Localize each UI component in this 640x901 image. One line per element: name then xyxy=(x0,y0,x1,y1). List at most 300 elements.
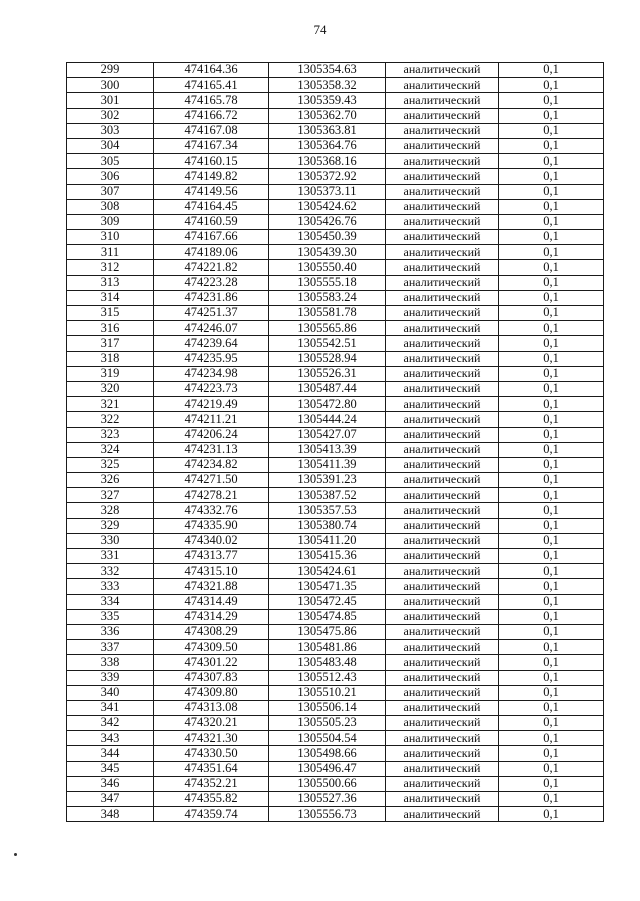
x-coordinate-cell: 474246.07 xyxy=(154,321,269,336)
method-cell: аналитический xyxy=(386,199,499,214)
y-coordinate-cell: 1305496.47 xyxy=(269,761,386,776)
accuracy-cell: 0,1 xyxy=(499,123,604,138)
method-cell: аналитический xyxy=(386,138,499,153)
method-cell: аналитический xyxy=(386,488,499,503)
point-number-cell: 320 xyxy=(67,381,154,396)
y-coordinate-cell: 1305526.31 xyxy=(269,366,386,381)
point-number-cell: 331 xyxy=(67,549,154,564)
method-cell: аналитический xyxy=(386,351,499,366)
accuracy-cell: 0,1 xyxy=(499,473,604,488)
accuracy-cell: 0,1 xyxy=(499,336,604,351)
y-coordinate-cell: 1305506.14 xyxy=(269,700,386,715)
x-coordinate-cell: 474231.13 xyxy=(154,442,269,457)
table-row xyxy=(67,807,604,822)
table-row xyxy=(67,670,604,685)
method-cell: аналитический xyxy=(386,397,499,412)
point-number-cell: 324 xyxy=(67,442,154,457)
x-coordinate-cell: 474359.74 xyxy=(154,807,269,822)
accuracy-cell: 0,1 xyxy=(499,518,604,533)
y-coordinate-cell: 1305471.35 xyxy=(269,579,386,594)
point-number-cell: 343 xyxy=(67,731,154,746)
x-coordinate-cell: 474314.49 xyxy=(154,594,269,609)
table-row xyxy=(67,488,604,503)
table-row xyxy=(67,549,604,564)
point-number-cell: 346 xyxy=(67,776,154,791)
y-coordinate-cell: 1305391.23 xyxy=(269,473,386,488)
point-number-cell: 310 xyxy=(67,230,154,245)
method-cell: аналитический xyxy=(386,184,499,199)
method-cell: аналитический xyxy=(386,290,499,305)
accuracy-cell: 0,1 xyxy=(499,260,604,275)
point-number-cell: 311 xyxy=(67,245,154,260)
x-coordinate-cell: 474167.08 xyxy=(154,123,269,138)
method-cell: аналитический xyxy=(386,169,499,184)
point-number-cell: 319 xyxy=(67,366,154,381)
point-number-cell: 301 xyxy=(67,93,154,108)
method-cell: аналитический xyxy=(386,93,499,108)
point-number-cell: 333 xyxy=(67,579,154,594)
accuracy-cell: 0,1 xyxy=(499,138,604,153)
x-coordinate-cell: 474314.29 xyxy=(154,609,269,624)
accuracy-cell: 0,1 xyxy=(499,776,604,791)
method-cell: аналитический xyxy=(386,78,499,93)
table-row xyxy=(67,306,604,321)
coordinates-table-body xyxy=(67,63,604,822)
method-cell: аналитический xyxy=(386,260,499,275)
accuracy-cell: 0,1 xyxy=(499,78,604,93)
method-cell: аналитический xyxy=(386,442,499,457)
point-number-cell: 299 xyxy=(67,63,154,78)
point-number-cell: 322 xyxy=(67,412,154,427)
table-row xyxy=(67,214,604,229)
scan-speck xyxy=(14,853,17,856)
y-coordinate-cell: 1305450.39 xyxy=(269,230,386,245)
table-row xyxy=(67,746,604,761)
x-coordinate-cell: 474189.06 xyxy=(154,245,269,260)
table-row xyxy=(67,351,604,366)
accuracy-cell: 0,1 xyxy=(499,154,604,169)
y-coordinate-cell: 1305474.85 xyxy=(269,609,386,624)
method-cell: аналитический xyxy=(386,700,499,715)
y-coordinate-cell: 1305528.94 xyxy=(269,351,386,366)
method-cell: аналитический xyxy=(386,624,499,639)
x-coordinate-cell: 474313.08 xyxy=(154,700,269,715)
accuracy-cell: 0,1 xyxy=(499,230,604,245)
y-coordinate-cell: 1305505.23 xyxy=(269,716,386,731)
table-row xyxy=(67,792,604,807)
accuracy-cell: 0,1 xyxy=(499,700,604,715)
table-row xyxy=(67,442,604,457)
table-row xyxy=(67,138,604,153)
accuracy-cell: 0,1 xyxy=(499,199,604,214)
point-number-cell: 304 xyxy=(67,138,154,153)
accuracy-cell: 0,1 xyxy=(499,442,604,457)
y-coordinate-cell: 1305380.74 xyxy=(269,518,386,533)
method-cell: аналитический xyxy=(386,457,499,472)
table-row xyxy=(67,457,604,472)
x-coordinate-cell: 474301.22 xyxy=(154,655,269,670)
point-number-cell: 336 xyxy=(67,624,154,639)
y-coordinate-cell: 1305565.86 xyxy=(269,321,386,336)
method-cell: аналитический xyxy=(386,473,499,488)
point-number-cell: 300 xyxy=(67,78,154,93)
x-coordinate-cell: 474164.45 xyxy=(154,199,269,214)
method-cell: аналитический xyxy=(386,609,499,624)
point-number-cell: 344 xyxy=(67,746,154,761)
x-coordinate-cell: 474330.50 xyxy=(154,746,269,761)
y-coordinate-cell: 1305481.86 xyxy=(269,640,386,655)
accuracy-cell: 0,1 xyxy=(499,655,604,670)
method-cell: аналитический xyxy=(386,427,499,442)
accuracy-cell: 0,1 xyxy=(499,594,604,609)
accuracy-cell: 0,1 xyxy=(499,275,604,290)
point-number-cell: 307 xyxy=(67,184,154,199)
point-number-cell: 345 xyxy=(67,761,154,776)
accuracy-cell: 0,1 xyxy=(499,108,604,123)
table-row xyxy=(67,731,604,746)
x-coordinate-cell: 474219.49 xyxy=(154,397,269,412)
x-coordinate-cell: 474211.21 xyxy=(154,412,269,427)
x-coordinate-cell: 474351.64 xyxy=(154,761,269,776)
table-row xyxy=(67,169,604,184)
accuracy-cell: 0,1 xyxy=(499,670,604,685)
y-coordinate-cell: 1305372.92 xyxy=(269,169,386,184)
table-row xyxy=(67,321,604,336)
y-coordinate-cell: 1305354.63 xyxy=(269,63,386,78)
method-cell: аналитический xyxy=(386,731,499,746)
accuracy-cell: 0,1 xyxy=(499,624,604,639)
y-coordinate-cell: 1305387.52 xyxy=(269,488,386,503)
accuracy-cell: 0,1 xyxy=(499,290,604,305)
method-cell: аналитический xyxy=(386,275,499,290)
accuracy-cell: 0,1 xyxy=(499,381,604,396)
method-cell: аналитический xyxy=(386,412,499,427)
accuracy-cell: 0,1 xyxy=(499,351,604,366)
method-cell: аналитический xyxy=(386,306,499,321)
accuracy-cell: 0,1 xyxy=(499,397,604,412)
method-cell: аналитический xyxy=(386,214,499,229)
x-coordinate-cell: 474340.02 xyxy=(154,533,269,548)
x-coordinate-cell: 474223.73 xyxy=(154,381,269,396)
x-coordinate-cell: 474320.21 xyxy=(154,716,269,731)
point-number-cell: 321 xyxy=(67,397,154,412)
accuracy-cell: 0,1 xyxy=(499,427,604,442)
y-coordinate-cell: 1305363.81 xyxy=(269,123,386,138)
point-number-cell: 330 xyxy=(67,533,154,548)
table-row xyxy=(67,199,604,214)
accuracy-cell: 0,1 xyxy=(499,761,604,776)
x-coordinate-cell: 474160.15 xyxy=(154,154,269,169)
y-coordinate-cell: 1305426.76 xyxy=(269,214,386,229)
y-coordinate-cell: 1305357.53 xyxy=(269,503,386,518)
table-row xyxy=(67,473,604,488)
table-row xyxy=(67,776,604,791)
x-coordinate-cell: 474149.82 xyxy=(154,169,269,184)
point-number-cell: 325 xyxy=(67,457,154,472)
table-row xyxy=(67,427,604,442)
point-number-cell: 305 xyxy=(67,154,154,169)
x-coordinate-cell: 474231.86 xyxy=(154,290,269,305)
x-coordinate-cell: 474352.21 xyxy=(154,776,269,791)
method-cell: аналитический xyxy=(386,245,499,260)
x-coordinate-cell: 474335.90 xyxy=(154,518,269,533)
y-coordinate-cell: 1305472.45 xyxy=(269,594,386,609)
point-number-cell: 315 xyxy=(67,306,154,321)
x-coordinate-cell: 474221.82 xyxy=(154,260,269,275)
point-number-cell: 348 xyxy=(67,807,154,822)
method-cell: аналитический xyxy=(386,761,499,776)
accuracy-cell: 0,1 xyxy=(499,807,604,822)
table-row xyxy=(67,245,604,260)
method-cell: аналитический xyxy=(386,670,499,685)
accuracy-cell: 0,1 xyxy=(499,214,604,229)
method-cell: аналитический xyxy=(386,655,499,670)
point-number-cell: 326 xyxy=(67,473,154,488)
accuracy-cell: 0,1 xyxy=(499,640,604,655)
method-cell: аналитический xyxy=(386,776,499,791)
method-cell: аналитический xyxy=(386,503,499,518)
table-row xyxy=(67,564,604,579)
x-coordinate-cell: 474206.24 xyxy=(154,427,269,442)
x-coordinate-cell: 474313.77 xyxy=(154,549,269,564)
y-coordinate-cell: 1305487.44 xyxy=(269,381,386,396)
point-number-cell: 341 xyxy=(67,700,154,715)
point-number-cell: 313 xyxy=(67,275,154,290)
point-number-cell: 312 xyxy=(67,260,154,275)
table-row xyxy=(67,63,604,78)
table-row xyxy=(67,700,604,715)
y-coordinate-cell: 1305550.40 xyxy=(269,260,386,275)
table-row xyxy=(67,123,604,138)
table-row xyxy=(67,93,604,108)
table-row xyxy=(67,594,604,609)
y-coordinate-cell: 1305583.24 xyxy=(269,290,386,305)
method-cell: аналитический xyxy=(386,640,499,655)
x-coordinate-cell: 474251.37 xyxy=(154,306,269,321)
table-row xyxy=(67,609,604,624)
method-cell: аналитический xyxy=(386,63,499,78)
x-coordinate-cell: 474308.29 xyxy=(154,624,269,639)
y-coordinate-cell: 1305411.39 xyxy=(269,457,386,472)
point-number-cell: 332 xyxy=(67,564,154,579)
x-coordinate-cell: 474165.41 xyxy=(154,78,269,93)
point-number-cell: 342 xyxy=(67,716,154,731)
point-number-cell: 323 xyxy=(67,427,154,442)
point-number-cell: 303 xyxy=(67,123,154,138)
method-cell: аналитический xyxy=(386,366,499,381)
point-number-cell: 308 xyxy=(67,199,154,214)
y-coordinate-cell: 1305413.39 xyxy=(269,442,386,457)
table-row xyxy=(67,184,604,199)
y-coordinate-cell: 1305512.43 xyxy=(269,670,386,685)
y-coordinate-cell: 1305527.36 xyxy=(269,792,386,807)
x-coordinate-cell: 474321.30 xyxy=(154,731,269,746)
accuracy-cell: 0,1 xyxy=(499,184,604,199)
method-cell: аналитический xyxy=(386,518,499,533)
y-coordinate-cell: 1305510.21 xyxy=(269,685,386,700)
point-number-cell: 327 xyxy=(67,488,154,503)
method-cell: аналитический xyxy=(386,336,499,351)
method-cell: аналитический xyxy=(386,716,499,731)
y-coordinate-cell: 1305415.36 xyxy=(269,549,386,564)
x-coordinate-cell: 474271.50 xyxy=(154,473,269,488)
x-coordinate-cell: 474167.66 xyxy=(154,230,269,245)
point-number-cell: 337 xyxy=(67,640,154,655)
method-cell: аналитический xyxy=(386,321,499,336)
table-row xyxy=(67,716,604,731)
x-coordinate-cell: 474355.82 xyxy=(154,792,269,807)
accuracy-cell: 0,1 xyxy=(499,685,604,700)
x-coordinate-cell: 474235.95 xyxy=(154,351,269,366)
x-coordinate-cell: 474160.59 xyxy=(154,214,269,229)
table-row xyxy=(67,655,604,670)
x-coordinate-cell: 474234.98 xyxy=(154,366,269,381)
y-coordinate-cell: 1305439.30 xyxy=(269,245,386,260)
table-row xyxy=(67,381,604,396)
method-cell: аналитический xyxy=(386,792,499,807)
accuracy-cell: 0,1 xyxy=(499,93,604,108)
x-coordinate-cell: 474164.36 xyxy=(154,63,269,78)
table-row xyxy=(67,503,604,518)
y-coordinate-cell: 1305424.62 xyxy=(269,199,386,214)
x-coordinate-cell: 474165.78 xyxy=(154,93,269,108)
point-number-cell: 316 xyxy=(67,321,154,336)
accuracy-cell: 0,1 xyxy=(499,564,604,579)
method-cell: аналитический xyxy=(386,123,499,138)
accuracy-cell: 0,1 xyxy=(499,245,604,260)
method-cell: аналитический xyxy=(386,381,499,396)
accuracy-cell: 0,1 xyxy=(499,609,604,624)
x-coordinate-cell: 474315.10 xyxy=(154,564,269,579)
x-coordinate-cell: 474307.83 xyxy=(154,670,269,685)
accuracy-cell: 0,1 xyxy=(499,746,604,761)
accuracy-cell: 0,1 xyxy=(499,321,604,336)
accuracy-cell: 0,1 xyxy=(499,792,604,807)
y-coordinate-cell: 1305581.78 xyxy=(269,306,386,321)
method-cell: аналитический xyxy=(386,230,499,245)
table-row xyxy=(67,290,604,305)
method-cell: аналитический xyxy=(386,533,499,548)
point-number-cell: 338 xyxy=(67,655,154,670)
point-number-cell: 335 xyxy=(67,609,154,624)
method-cell: аналитический xyxy=(386,594,499,609)
point-number-cell: 328 xyxy=(67,503,154,518)
accuracy-cell: 0,1 xyxy=(499,488,604,503)
y-coordinate-cell: 1305411.20 xyxy=(269,533,386,548)
table-row xyxy=(67,624,604,639)
table-row xyxy=(67,412,604,427)
y-coordinate-cell: 1305556.73 xyxy=(269,807,386,822)
table-row xyxy=(67,154,604,169)
table-row xyxy=(67,579,604,594)
point-number-cell: 339 xyxy=(67,670,154,685)
method-cell: аналитический xyxy=(386,807,499,822)
accuracy-cell: 0,1 xyxy=(499,63,604,78)
method-cell: аналитический xyxy=(386,154,499,169)
y-coordinate-cell: 1305364.76 xyxy=(269,138,386,153)
accuracy-cell: 0,1 xyxy=(499,716,604,731)
y-coordinate-cell: 1305424.61 xyxy=(269,564,386,579)
accuracy-cell: 0,1 xyxy=(499,731,604,746)
y-coordinate-cell: 1305542.51 xyxy=(269,336,386,351)
x-coordinate-cell: 474239.64 xyxy=(154,336,269,351)
table-row xyxy=(67,761,604,776)
table-row xyxy=(67,336,604,351)
point-number-cell: 314 xyxy=(67,290,154,305)
y-coordinate-cell: 1305362.70 xyxy=(269,108,386,123)
table-row xyxy=(67,518,604,533)
accuracy-cell: 0,1 xyxy=(499,169,604,184)
accuracy-cell: 0,1 xyxy=(499,549,604,564)
x-coordinate-cell: 474309.80 xyxy=(154,685,269,700)
table-row xyxy=(67,275,604,290)
point-number-cell: 329 xyxy=(67,518,154,533)
x-coordinate-cell: 474166.72 xyxy=(154,108,269,123)
point-number-cell: 318 xyxy=(67,351,154,366)
y-coordinate-cell: 1305475.86 xyxy=(269,624,386,639)
point-number-cell: 309 xyxy=(67,214,154,229)
table-row xyxy=(67,397,604,412)
x-coordinate-cell: 474309.50 xyxy=(154,640,269,655)
x-coordinate-cell: 474278.21 xyxy=(154,488,269,503)
x-coordinate-cell: 474332.76 xyxy=(154,503,269,518)
point-number-cell: 347 xyxy=(67,792,154,807)
y-coordinate-cell: 1305368.16 xyxy=(269,154,386,169)
table-row xyxy=(67,260,604,275)
accuracy-cell: 0,1 xyxy=(499,366,604,381)
accuracy-cell: 0,1 xyxy=(499,533,604,548)
method-cell: аналитический xyxy=(386,579,499,594)
x-coordinate-cell: 474149.56 xyxy=(154,184,269,199)
accuracy-cell: 0,1 xyxy=(499,579,604,594)
accuracy-cell: 0,1 xyxy=(499,457,604,472)
table-row xyxy=(67,366,604,381)
method-cell: аналитический xyxy=(386,108,499,123)
point-number-cell: 334 xyxy=(67,594,154,609)
method-cell: аналитический xyxy=(386,685,499,700)
table-row xyxy=(67,78,604,93)
y-coordinate-cell: 1305359.43 xyxy=(269,93,386,108)
page-number: 74 xyxy=(313,22,327,37)
x-coordinate-cell: 474167.34 xyxy=(154,138,269,153)
y-coordinate-cell: 1305358.32 xyxy=(269,78,386,93)
coordinates-table xyxy=(66,62,604,822)
y-coordinate-cell: 1305555.18 xyxy=(269,275,386,290)
accuracy-cell: 0,1 xyxy=(499,503,604,518)
method-cell: аналитический xyxy=(386,564,499,579)
y-coordinate-cell: 1305498.66 xyxy=(269,746,386,761)
x-coordinate-cell: 474234.82 xyxy=(154,457,269,472)
accuracy-cell: 0,1 xyxy=(499,306,604,321)
method-cell: аналитический xyxy=(386,549,499,564)
y-coordinate-cell: 1305444.24 xyxy=(269,412,386,427)
y-coordinate-cell: 1305373.11 xyxy=(269,184,386,199)
point-number-cell: 340 xyxy=(67,685,154,700)
y-coordinate-cell: 1305427.07 xyxy=(269,427,386,442)
y-coordinate-cell: 1305483.48 xyxy=(269,655,386,670)
x-coordinate-cell: 474223.28 xyxy=(154,275,269,290)
y-coordinate-cell: 1305500.66 xyxy=(269,776,386,791)
point-number-cell: 302 xyxy=(67,108,154,123)
accuracy-cell: 0,1 xyxy=(499,412,604,427)
x-coordinate-cell: 474321.88 xyxy=(154,579,269,594)
table-row xyxy=(67,230,604,245)
y-coordinate-cell: 1305472.80 xyxy=(269,397,386,412)
table-row xyxy=(67,533,604,548)
point-number-cell: 306 xyxy=(67,169,154,184)
table-row xyxy=(67,685,604,700)
y-coordinate-cell: 1305504.54 xyxy=(269,731,386,746)
